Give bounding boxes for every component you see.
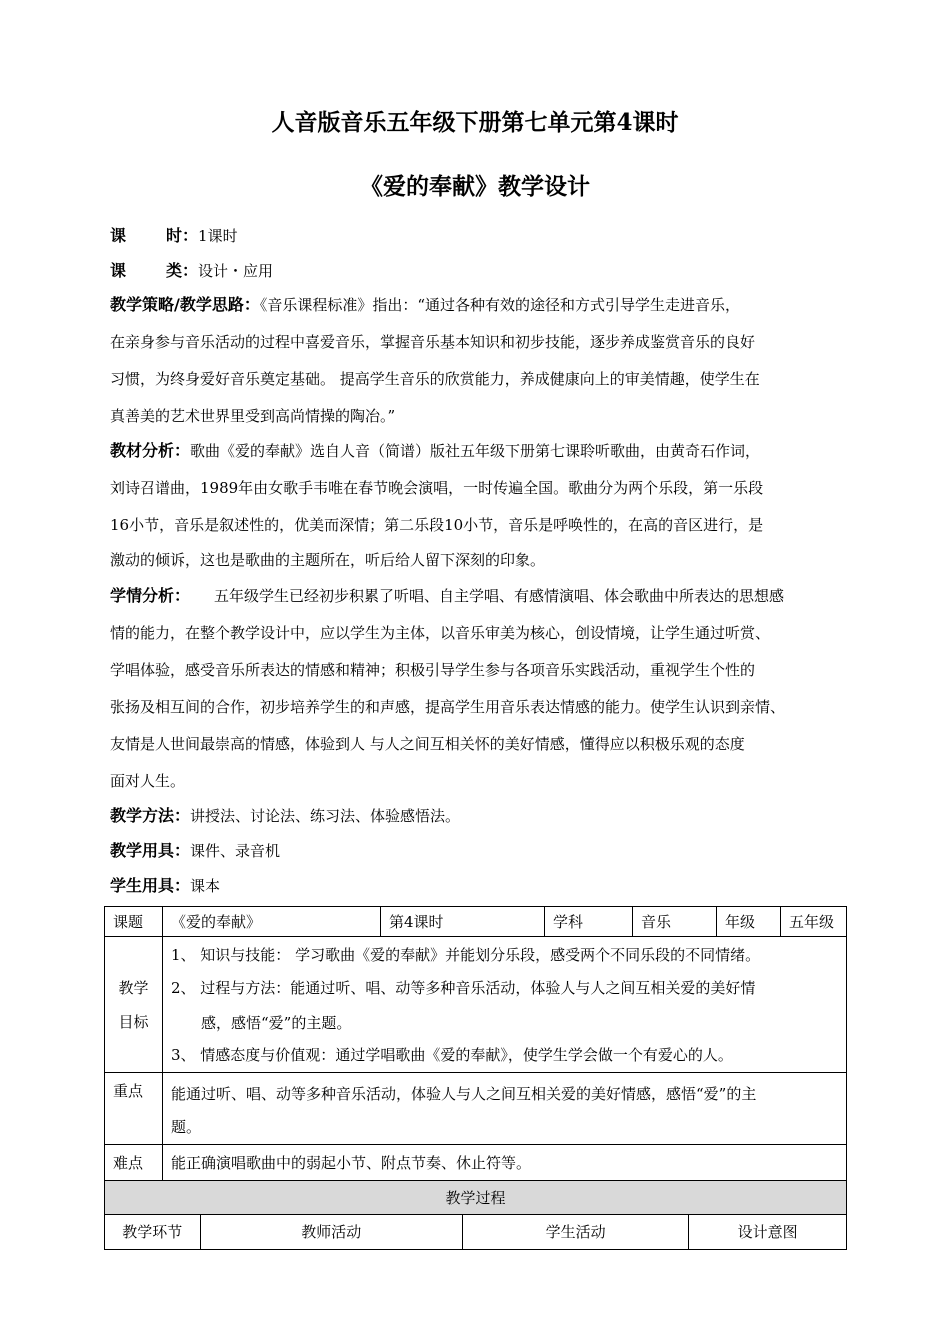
- cell-key-point-label: 重点: [105, 1073, 163, 1145]
- cell-key-point-content: [163, 1073, 847, 1145]
- students-line-3: 学唱体验，感受音乐所表达的情感和精神；积极引导学生参与各项音乐实践活动，重视学生个性的: [110, 661, 756, 679]
- students-line-2: 情的能力，在整个教学设计中，应以学生为主体，以音乐审美为核心，创设情境，让学生通过听赏、: [110, 624, 771, 642]
- methods-value: 讲授法、讨论法、练习法、体验感悟法。: [190, 807, 461, 825]
- table-row-goals: [105, 937, 847, 1073]
- col-header-stage: 教学环节: [105, 1215, 200, 1249]
- class-hours-label-a: 课: [110, 226, 127, 245]
- class-type-row: [110, 261, 850, 281]
- table-row-topic: [105, 907, 847, 937]
- cell-topic-value: 《爱的奉献》: [163, 907, 381, 937]
- tools-row: [110, 841, 850, 861]
- key-point-line-2: 题。: [171, 1117, 202, 1136]
- goal-item-3: 3、 情感态度与价值观：通过学唱歌曲《爱的奉献》，使学生学会做一个有爱心的人。: [171, 1045, 733, 1064]
- students-line-1: [110, 586, 850, 606]
- strategy-line-3: 习惯，为终身爱好音乐奠定基础。 提高学生音乐的欣赏能力，养成健康向上的审美情趣，使学生在: [110, 370, 760, 388]
- students-text: 五年级学生已经初步积累了听唱、自主学唱、有感情演唱、体会歌曲中所表达的思想感: [214, 587, 785, 605]
- cell-grade-value: 五年级: [781, 907, 847, 937]
- cell-process-columns: [105, 1215, 847, 1250]
- cell-subject-label: 学科: [545, 907, 633, 937]
- cell-difficulty-content: 能正确演唱歌曲中的弱起小节、附点节奏、休止符等。: [163, 1145, 847, 1181]
- cell-goals-content: [163, 937, 847, 1073]
- cell-goals-label: [105, 937, 163, 1073]
- material-line-2: 刘诗召谱曲，1989年由女歌手韦唯在春节晚会演唱，一时传遍全国。歌曲分为两个乐段，第一乐段: [110, 479, 764, 497]
- table-row-process-columns: [105, 1215, 847, 1250]
- students-line-6: 面对人生。: [110, 772, 186, 790]
- cell-difficulty-label: 难点: [105, 1145, 163, 1181]
- students-line-5: 友情是人世间最崇高的情感，体验到人 与人之间互相关怀的美好情感，懂得应以积极乐观的态度: [110, 735, 745, 753]
- cell-process-header: 教学过程: [105, 1181, 847, 1215]
- table-row-difficulty: [105, 1145, 847, 1181]
- strategy-line-4: 真善美的艺术世界里受到高尚情操的陶冶。”: [110, 407, 396, 425]
- cell-grade-label: 年级: [717, 907, 781, 937]
- student-tools-label: 学生用具：: [110, 876, 191, 895]
- material-label: 教材分析：: [110, 441, 191, 460]
- document-title-line1: 人音版音乐五年级下册第七单元第4课时: [271, 109, 679, 136]
- table-row-key-point: [105, 1073, 847, 1145]
- table-row-process-header: [105, 1181, 847, 1215]
- key-point-line-1: 能通过听、唱、动等多种音乐活动，体验人与人之间互相关爱的美好情感，感悟“爱”的主: [171, 1084, 757, 1103]
- student-tools-row: [110, 876, 850, 896]
- methods-row: [110, 806, 850, 826]
- cell-lesson-number: 第4课时: [381, 907, 545, 937]
- tools-label: 教学用具：: [110, 841, 191, 860]
- goal-item-1: 1、 知识与技能： 学习歌曲《爱的奉献》并能划分乐段，感受两个不同乐段的不同情绪。: [171, 945, 761, 964]
- material-line-1: [110, 441, 850, 461]
- material-text: 歌曲《爱的奉献》选自人音（简谱）版社五年级下册第七课聆听歌曲，由黄奇石作词，: [190, 442, 761, 460]
- student-tools-value: 课本: [190, 877, 221, 895]
- cell-topic-label: 课题: [105, 907, 163, 937]
- class-hours-label-b: 时：: [166, 226, 199, 245]
- document-title-line2: 《爱的奉献》教学设计: [360, 173, 590, 200]
- material-line-4: 激动的倾诉，这也是歌曲的主题所在，听后给人留下深刻的印象。: [110, 551, 546, 569]
- methods-label: 教学方法：: [110, 806, 191, 825]
- strategy-line-2: 在亲身参与音乐活动的过程中喜爱音乐，掌握音乐基本知识和初步技能，逐步养成鉴赏音乐的良好: [110, 333, 756, 351]
- class-type-value: 设计・应用: [198, 262, 274, 280]
- students-label: 学情分析：: [110, 586, 191, 605]
- col-header-student: 学生活动: [462, 1215, 688, 1249]
- cell-subject-value: 音乐: [633, 907, 717, 937]
- class-hours-row: [110, 226, 850, 246]
- material-line-3: 16小节，音乐是叙述性的，优美而深情；第二乐段10小节，音乐是呼唤性的，在高的音区进行，是: [110, 516, 764, 534]
- lesson-table: [104, 906, 847, 1250]
- class-type-label-b: 类：: [166, 261, 199, 280]
- strategy-label: 教学策略/教学思路：: [110, 295, 260, 314]
- goal-item-2-cont: 感，感悟“爱”的主题。: [201, 1013, 352, 1032]
- students-line-4: 张扬及相互间的合作，初步培养学生的和声感，提高学生用音乐表达情感的能力。使学生认识到亲情、: [110, 698, 786, 716]
- strategy-text: 《音乐课程标准》指出：“通过各种有效的途径和方式引导学生走进音乐，: [259, 296, 741, 314]
- class-hours-value: 1课时: [198, 227, 238, 245]
- strategy-line-1: [110, 295, 850, 315]
- col-header-intent: 设计意图: [737, 1223, 798, 1241]
- tools-value: 课件、录音机: [190, 842, 281, 860]
- col-header-teacher: 教师活动: [200, 1215, 462, 1249]
- class-type-label-a: 课: [110, 261, 127, 280]
- process-columns-table: [105, 1215, 846, 1249]
- goal-item-2: 2、 过程与方法：能通过听、唱、动等多种音乐活动，体验人与人之间互相关爱的美好情: [171, 978, 756, 997]
- goals-label: 教学目标: [118, 978, 149, 1031]
